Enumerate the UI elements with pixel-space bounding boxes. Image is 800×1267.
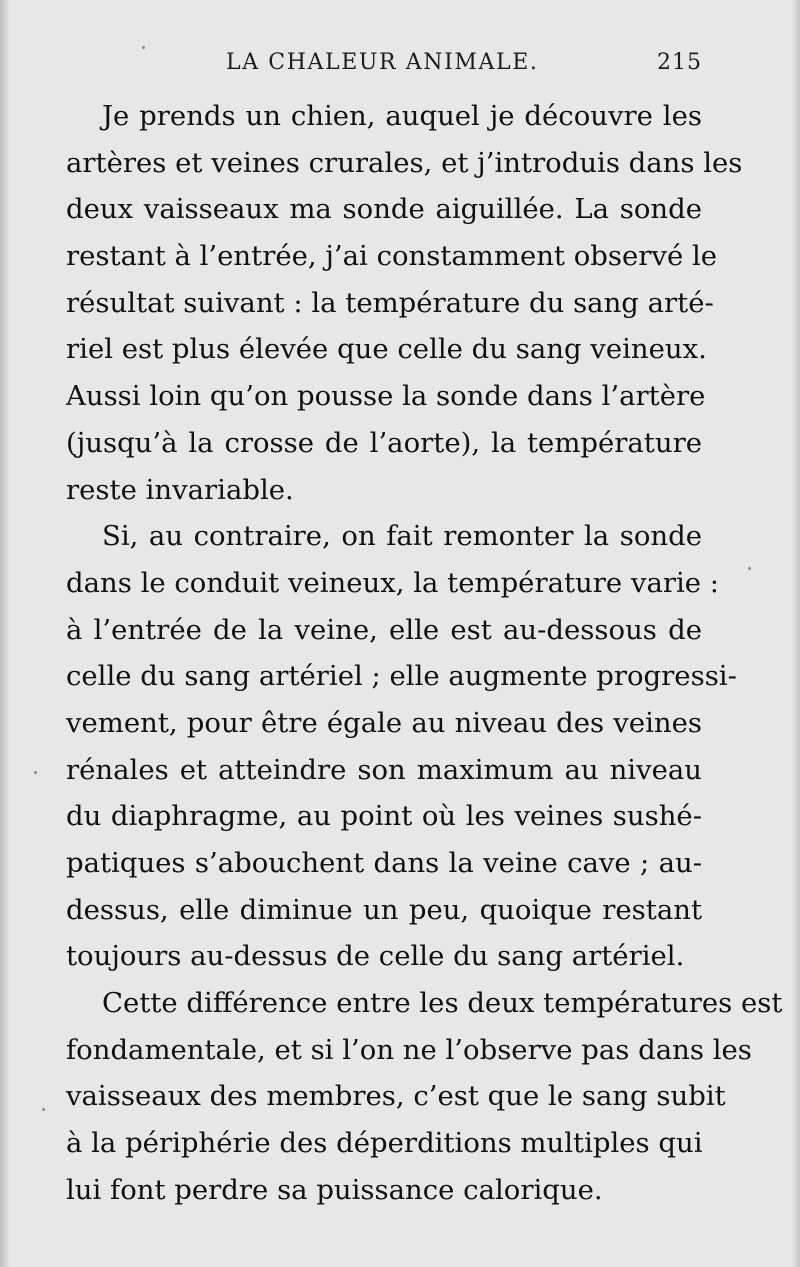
text-line: deux vaisseaux ma sonde aiguillée. La sonde — [66, 193, 702, 226]
text-line: (jusqu’à la crosse de l’aorte), la température — [66, 426, 702, 459]
text-line: artères et veines crurales, et j’introduis dans les — [66, 146, 743, 179]
text-line: vaisseaux des membres, c’est que le sang subit — [66, 1080, 726, 1113]
text-line: du diaphragme, au point où les veines sushé- — [66, 800, 702, 833]
text-line: Aussi loin qu’on pousse la sonde dans l’artère — [66, 380, 706, 413]
text-line: toujours au-dessus de celle du sang artériel. — [66, 940, 685, 973]
text-line: restant à l’entrée, j’ai constamment observé le — [66, 240, 718, 273]
text-line: résultat suivant : la température du sang arté- — [66, 286, 714, 319]
page-header — [66, 44, 702, 84]
text-line: dans le conduit veineux, la température varie : — [66, 566, 720, 599]
page-edge-shadow-right — [792, 0, 800, 1267]
paper-speck — [748, 567, 751, 570]
text-line: vement, pour être égale au niveau des veines — [66, 706, 702, 739]
text-line: patiques s’abouchent dans la veine cave ; au- — [66, 847, 702, 879]
text-line: Je prends un chien, auquel je découvre les — [102, 100, 702, 132]
text-line: à la périphérie des déperditions multiples qui — [66, 1127, 703, 1160]
text-line: dessus, elle diminue un peu, quoique restant — [66, 893, 702, 926]
text-line: à l’entrée de la veine, elle est au-dessous de — [66, 613, 702, 646]
text-line: Cette différence entre les deux températures est — [102, 987, 783, 1020]
text-line: reste invariable. — [66, 473, 294, 506]
text-line: rénales et atteindre son maximum au niveau — [66, 753, 702, 786]
text-line: celle du sang artériel ; elle augmente progressi- — [66, 660, 737, 693]
text-line: Si, au contraire, on fait remonter la sonde — [102, 520, 702, 553]
paper-speck — [42, 1108, 45, 1111]
text-line: riel est plus élevée que celle du sang veineux. — [66, 333, 707, 366]
body-text — [66, 93, 783, 1214]
running-head: LA CHALEUR ANIMALE. — [226, 50, 539, 75]
page-number: 215 — [657, 50, 702, 75]
page-edge-shadow-left — [0, 0, 10, 1267]
text-line: lui font perdre sa puissance calorique. — [66, 1173, 603, 1206]
text-line: fondamentale, et si l’on ne l’observe pas dans les — [66, 1033, 752, 1066]
paper-speck — [34, 771, 37, 774]
